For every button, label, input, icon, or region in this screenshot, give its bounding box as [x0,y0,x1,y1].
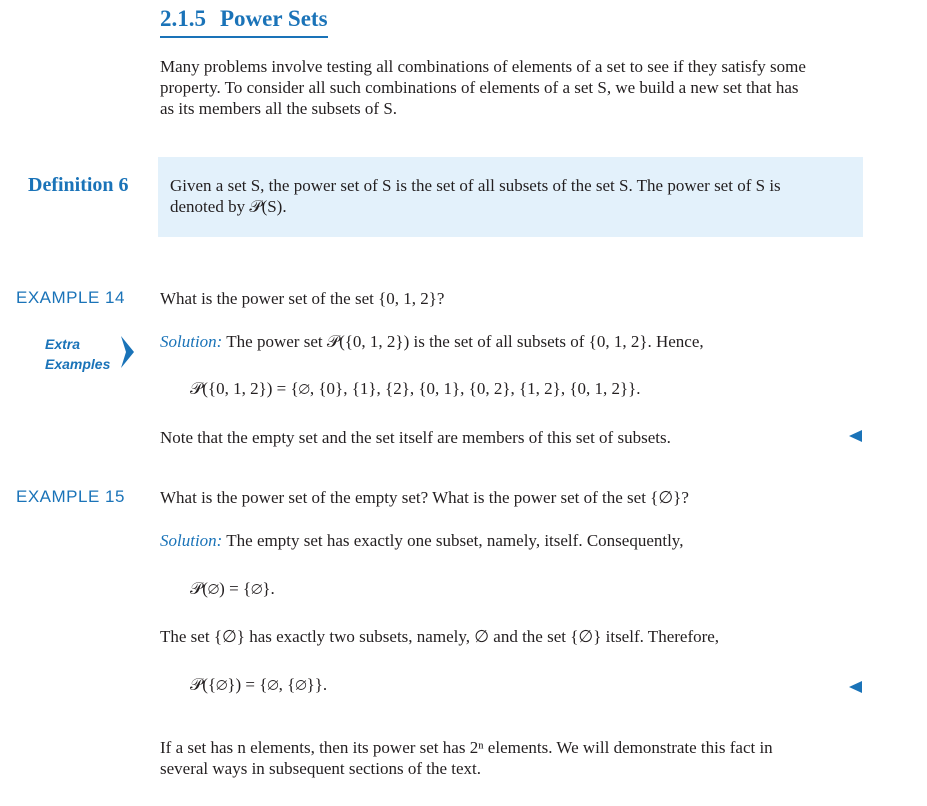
closing-line-2: several ways in subsequent sections of the text. [160,759,482,778]
definition-line-1: Given a set S, the power set of S is the set of all subsets of the set S. The power set of S is [170,176,781,195]
extra-examples-link[interactable] [45,334,110,374]
intro-line-3: as its members all the subsets of S. [160,99,398,118]
example-15-middle: The set {∅} has exactly two subsets, namely, ∅ and the set {∅} itself. Therefore, [160,627,720,646]
end-of-example-icon [849,681,862,693]
example-15-label: EXAMPLE 15 [16,487,125,506]
example-14-question: What is the power set of the set {0, 1, 2}? [160,289,445,308]
example-15-solution [160,530,683,551]
section-heading [160,6,328,38]
section-title: Power Sets [220,6,328,31]
example-15-question: What is the power set of the empty set? What is the power set of the set {∅}? [160,488,689,507]
solution-text: The empty set has exactly one subset, namely, itself. Consequently, [226,531,684,550]
intro-line-2: property. To consider all such combinations of elements of a set S, we build a new set that has [160,78,799,97]
closing-paragraph [160,737,773,779]
solution-label: Solution: [160,531,223,550]
extra-examples-line-1: Extra [45,336,81,352]
chevron-right-icon[interactable] [118,334,136,370]
intro-paragraph [160,56,806,119]
solution-label: Solution: [160,332,223,351]
end-of-example-icon [849,430,862,442]
example-14-note: Note that the empty set and the set itself are members of this set of subsets. [160,428,671,447]
closing-line-1: If a set has n elements, then its power set has 2ⁿ elements. We will demonstrate this fact in [160,738,773,757]
example-15-equation-1: 𝒫(∅) = {∅}. [190,579,275,598]
example-14-label: EXAMPLE 14 [16,288,125,307]
definition-label: Definition 6 [28,174,129,196]
example-14-solution [160,331,704,352]
example-15-equation-2: 𝒫({∅}) = {∅, {∅}}. [190,675,328,694]
intro-line-1: Many problems involve testing all combinations of elements of a set to see if they satisfy some [160,57,806,76]
section-number: 2.1.5 [160,6,206,31]
extra-examples-line-2: Examples [45,356,111,372]
definition-line-2: denoted by 𝒫(S). [170,197,287,216]
solution-text: The power set 𝒫({0, 1, 2}) is the set of all subsets of {0, 1, 2}. Hence, [226,332,704,351]
example-14-equation: 𝒫({0, 1, 2}) = {∅, {0}, {1}, {2}, {0, 1}, {0, 2}, {1, 2}, {0, 1, 2}}. [190,379,641,398]
definition-box [158,157,863,237]
